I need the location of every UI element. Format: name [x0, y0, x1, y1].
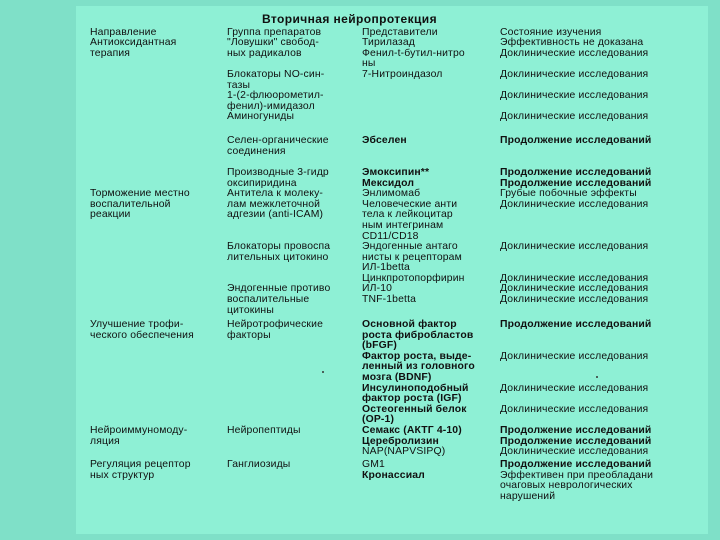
group-gangliosides: Ганглиозиды — [227, 459, 291, 470]
direction-antioxidant: Антиоксидантная терапия — [90, 37, 177, 59]
status-gangliosides: Продолжение исследований Эффективен при преобладани очаговых неврологических нарушений — [500, 459, 654, 502]
header-representatives: Представители — [362, 27, 438, 38]
status-neurotrophic: Продолжение исследований Доклинические исследования Доклинические исследования Доклинические исследования — [500, 319, 652, 415]
rep-oxypyridine-antibodies: Эмоксипин** Мексидол Энлимомаб Человеческие анти тела к лейкоцитар ным интегринам CD11/CD18 — [362, 167, 458, 242]
rep-neuropeptides: Семакс (АКТГ 4-10) Церебролизин NAP(NAPVSIPQ) — [362, 425, 462, 458]
rep-cytokines: Эндогенные антаго нисты к рецепторам ИЛ-1betta Цинкпротопорфирин ИЛ-10 TNF-1betta — [362, 241, 465, 305]
group-radical-traps: "Ловушки" свобод- ных радикалов — [227, 37, 319, 59]
scan-speck — [322, 371, 324, 373]
rep-no-synthase-blockers: 7-Нитроиндазол — [362, 69, 443, 80]
header-group: Группа препаратов — [227, 27, 322, 38]
page-title: Вторичная нейропротекция — [262, 12, 437, 26]
rep-neurotrophic: Основной фактор роста фибробластов (bFGF) Фактор роста, выде- ленный из головного мозга (BDNF) Инсулиноподобный фактор роста (IGF) Остеогенный белок (OP-1) — [362, 319, 475, 426]
scan-speck — [596, 376, 598, 378]
group-oxypyridine-antibodies: Производные 3-гидр оксипиридина Антитела к молеку- лам межклеточной адгезии (anti-ICAM) — [227, 167, 329, 221]
group-neuropeptides: Нейропептиды — [227, 425, 301, 436]
group-neurotrophic: Нейротрофические факторы — [227, 319, 324, 341]
status-no-synthase-blockers: Доклинические исследования Доклинические исследования Доклинические исследования — [500, 69, 649, 123]
direction-trophic: Улучшение трофи- ческого обеспечения — [90, 319, 194, 341]
group-no-synthase-blockers: Блокаторы NO-син- тазы 1-(2-флюорометил- фенил)-имидазол Аминогуниды — [227, 69, 325, 123]
status-neuropeptides: Продолжение исследований Продолжение исследований Доклинические исследования — [500, 425, 652, 458]
status-cytokines: Доклинические исследования Доклинические исследования Доклинические исследования Доклинические исследования — [500, 241, 649, 305]
status-selen-organic: Продолжение исследований — [500, 135, 652, 146]
direction-inflammation: Торможение местно воспалительной реакции — [90, 188, 190, 221]
rep-radical-traps: Тирилазад Фенил-t-бутил-нитро ны — [362, 37, 465, 70]
direction-receptor-regulation: Регуляция рецептор ных структур — [90, 459, 191, 481]
header-direction: Направление — [90, 27, 157, 38]
header-status: Состояние изучения — [500, 27, 602, 38]
group-cytokines: Блокаторы провоспа лительных цитокино Эндогенные противо воспалительные цитокины — [227, 241, 331, 316]
rep-gangliosides: GM1 Кронассиал — [362, 459, 425, 481]
status-oxypyridine-antibodies: Продолжение исследований Продолжение исследований Грубые побочные эффекты Доклинические исследования — [500, 167, 652, 210]
status-radical-traps: Эффективность не доказана Доклинические исследования — [500, 37, 649, 59]
rep-selen-organic: Эбселен — [362, 135, 407, 146]
direction-immunomodulation: Нейроиммуномоду- ляция — [90, 425, 188, 447]
group-selen-organic: Селен-органические соединения — [227, 135, 329, 157]
